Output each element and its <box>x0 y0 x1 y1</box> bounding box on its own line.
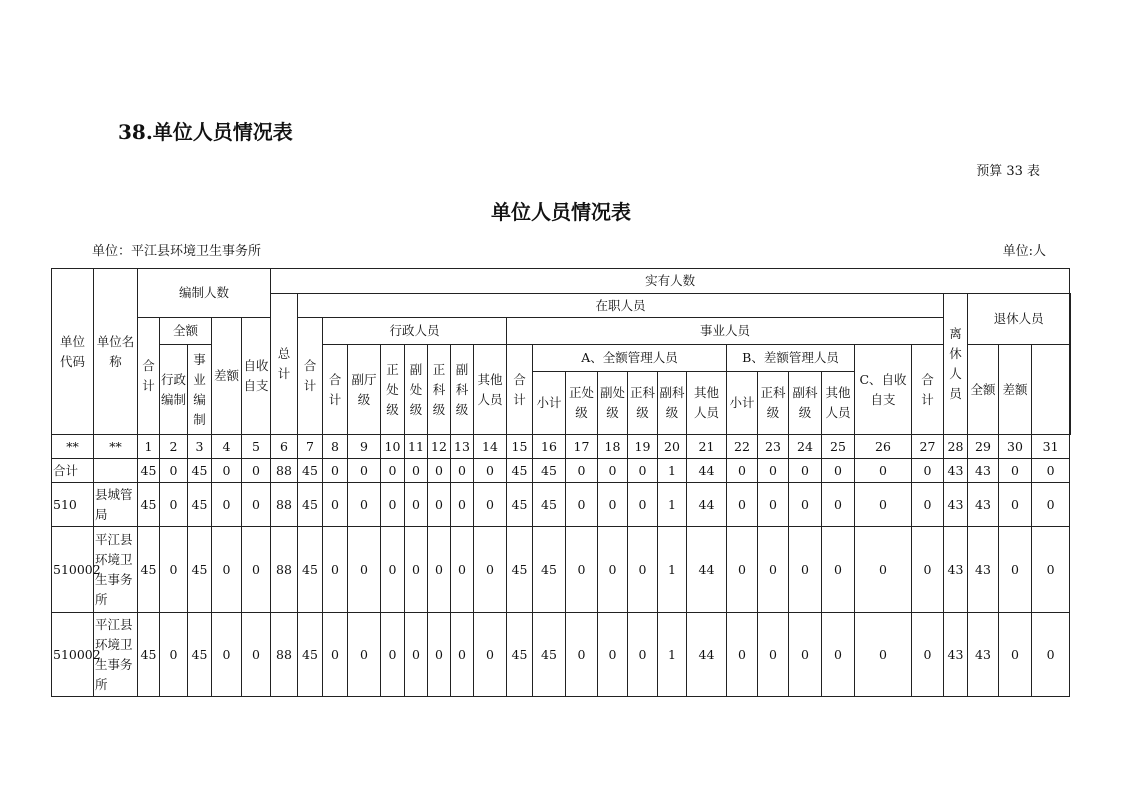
header-zz-heji: 合 计 <box>298 318 323 435</box>
unit-name-cell: 平江县 环境卫 生事务 所 <box>94 613 138 697</box>
value-cell: 0 <box>912 483 944 527</box>
value-cell: 0 <box>727 459 758 483</box>
value-cell: 0 <box>598 613 628 697</box>
value-cell: 45 <box>298 613 323 697</box>
value-cell: 45 <box>507 527 533 613</box>
value-cell: 0 <box>855 483 912 527</box>
value-cell: 0 <box>727 613 758 697</box>
table-row <box>52 613 1071 697</box>
value-cell: 0 <box>822 459 855 483</box>
value-cell: 44 <box>687 483 727 527</box>
value-cell: 0 <box>999 459 1032 483</box>
table-number: 预算 33 表 <box>976 164 1040 179</box>
value-cell: 0 <box>566 459 598 483</box>
header-chae: 差额 <box>212 318 242 435</box>
value-cell: 0 <box>323 483 348 527</box>
value-cell: 0 <box>323 459 348 483</box>
header-a-qita: 其他 人员 <box>687 372 727 435</box>
value-cell: 45 <box>533 613 566 697</box>
value-cell: 0 <box>405 483 428 527</box>
value-cell: 0 <box>381 483 405 527</box>
value-cell: 0 <box>428 483 451 527</box>
value-cell: 0 <box>598 527 628 613</box>
value-cell: 45 <box>138 459 160 483</box>
header-xz-heji: 合 计 <box>323 345 348 435</box>
value-cell: 0 <box>822 613 855 697</box>
header-zongji: 总 计 <box>271 294 298 435</box>
value-cell: 0 <box>999 483 1032 527</box>
column-number: 13 <box>451 435 474 459</box>
header-a-zhengke: 正科 级 <box>628 372 658 435</box>
value-cell: 45 <box>188 613 212 697</box>
value-cell: 0 <box>999 527 1032 613</box>
value-cell: 0 <box>212 613 242 697</box>
value-cell: 0 <box>428 613 451 697</box>
header-quane: 全额 <box>160 318 212 345</box>
header-sy-heji: 合 计 <box>507 345 533 435</box>
value-cell: 0 <box>789 483 822 527</box>
header-tx-quane: 全额 <box>968 345 999 435</box>
column-number: 18 <box>598 435 628 459</box>
value-cell: 0 <box>242 459 271 483</box>
unit-name-label: 单位：平江县环境卫生事务所 <box>92 244 262 259</box>
value-cell: 45 <box>188 459 212 483</box>
value-cell: 45 <box>298 527 323 613</box>
column-number: 24 <box>789 435 822 459</box>
header-b-chae: B、差额管理人员 <box>727 345 855 372</box>
value-cell: 0 <box>789 527 822 613</box>
section-title: 38.单位人员情况表 <box>118 120 293 144</box>
value-cell: 0 <box>855 613 912 697</box>
header-bianzhi: 编制人数 <box>138 269 271 318</box>
column-number: 28 <box>944 435 968 459</box>
value-cell: 45 <box>298 483 323 527</box>
value-cell: 0 <box>758 527 789 613</box>
column-number: 29 <box>968 435 999 459</box>
column-number: ** <box>94 435 138 459</box>
value-cell: 0 <box>348 459 381 483</box>
column-number: 14 <box>474 435 507 459</box>
value-cell: 45 <box>188 527 212 613</box>
table-row <box>52 459 1071 483</box>
value-cell: 0 <box>381 613 405 697</box>
value-cell: 0 <box>628 459 658 483</box>
value-cell: 43 <box>944 459 968 483</box>
column-number: 22 <box>727 435 758 459</box>
unit-measure-label: 单位:人 <box>1002 244 1046 259</box>
value-cell: 0 <box>727 527 758 613</box>
value-cell: 43 <box>968 527 999 613</box>
value-cell: 45 <box>298 459 323 483</box>
value-cell: 0 <box>323 613 348 697</box>
unit-code-cell: 合计 <box>52 459 94 483</box>
header-b-xiaoji: 小计 <box>727 372 758 435</box>
header-c-zishou: C、自收 自支 <box>855 345 912 435</box>
unit-code-cell: 510002 <box>52 527 94 613</box>
table-row <box>52 527 1071 613</box>
value-cell: 45 <box>507 459 533 483</box>
column-number: 8 <box>323 435 348 459</box>
value-cell: 43 <box>944 613 968 697</box>
value-cell: 43 <box>944 483 968 527</box>
value-cell: 45 <box>533 483 566 527</box>
header-tx-heji: 合 计 <box>912 345 944 435</box>
header-zishou: 自收 自支 <box>242 318 271 435</box>
value-cell: 0 <box>758 483 789 527</box>
header-zaizhi: 在职人员 <box>298 294 944 318</box>
header-a-fuke: 副科 级 <box>658 372 687 435</box>
value-cell: 0 <box>451 527 474 613</box>
value-cell: 0 <box>1032 527 1070 613</box>
value-cell: 88 <box>271 613 298 697</box>
value-cell: 0 <box>348 483 381 527</box>
personnel-table <box>51 268 1071 697</box>
header-zaixiao <box>1070 294 1071 435</box>
value-cell: 0 <box>212 459 242 483</box>
value-cell: 0 <box>405 613 428 697</box>
value-cell: 0 <box>566 527 598 613</box>
value-cell: 0 <box>758 613 789 697</box>
value-cell: 0 <box>212 483 242 527</box>
unit-name-cell <box>94 459 138 483</box>
value-cell: 0 <box>1032 613 1070 697</box>
value-cell: 0 <box>212 527 242 613</box>
column-number: 15 <box>507 435 533 459</box>
unit-code-cell: 510002 <box>52 613 94 697</box>
value-cell: 0 <box>628 483 658 527</box>
column-number: 23 <box>758 435 789 459</box>
column-number: 12 <box>428 435 451 459</box>
value-cell: 0 <box>566 613 598 697</box>
header-unit-code: 单位 代码 <box>52 269 94 435</box>
value-cell: 45 <box>138 483 160 527</box>
value-cell: 0 <box>566 483 598 527</box>
header-xingzheng-bianzhi: 行政 编制 <box>160 345 188 435</box>
column-number: ** <box>52 435 94 459</box>
header-fuke: 副 科 级 <box>451 345 474 435</box>
column-number: 25 <box>822 435 855 459</box>
value-cell: 0 <box>727 483 758 527</box>
column-number: 5 <box>242 435 271 459</box>
header-zhengchu: 正 处 级 <box>381 345 405 435</box>
value-cell: 0 <box>381 527 405 613</box>
value-cell: 0 <box>405 459 428 483</box>
unit-name-cell: 平江县 环境卫 生事务 所 <box>94 527 138 613</box>
value-cell: 1 <box>658 459 687 483</box>
value-cell: 0 <box>912 527 944 613</box>
value-cell: 0 <box>789 459 822 483</box>
value-cell: 0 <box>428 459 451 483</box>
value-cell: 45 <box>507 613 533 697</box>
value-cell: 45 <box>138 613 160 697</box>
column-number: 26 <box>855 435 912 459</box>
column-number: 19 <box>628 435 658 459</box>
value-cell: 0 <box>348 527 381 613</box>
value-cell: 43 <box>968 459 999 483</box>
column-number: 7 <box>298 435 323 459</box>
value-cell: 0 <box>912 613 944 697</box>
header-shiye-bianzhi: 事 业 编 制 <box>188 345 212 435</box>
value-cell: 45 <box>138 527 160 613</box>
value-cell: 0 <box>160 483 188 527</box>
value-cell: 0 <box>598 483 628 527</box>
column-number: 6 <box>271 435 298 459</box>
value-cell: 0 <box>451 483 474 527</box>
value-cell: 0 <box>1032 459 1070 483</box>
value-cell: 44 <box>687 527 727 613</box>
value-cell: 0 <box>999 613 1032 697</box>
header-bz-heji: 合 计 <box>138 318 160 435</box>
value-cell: 0 <box>323 527 348 613</box>
value-cell: 0 <box>474 459 507 483</box>
value-cell: 43 <box>968 613 999 697</box>
value-cell: 43 <box>968 483 999 527</box>
value-cell: 0 <box>160 613 188 697</box>
unit-code-cell: 510 <box>52 483 94 527</box>
header-futing: 副厅 级 <box>348 345 381 435</box>
value-cell: 1 <box>658 527 687 613</box>
header-a-fuchu: 副处 级 <box>598 372 628 435</box>
value-cell: 0 <box>242 527 271 613</box>
column-number: 10 <box>381 435 405 459</box>
column-number: 4 <box>212 435 242 459</box>
value-cell: 45 <box>533 527 566 613</box>
value-cell: 0 <box>1032 483 1070 527</box>
value-cell: 0 <box>758 459 789 483</box>
header-b-fuke: 副科 级 <box>789 372 822 435</box>
value-cell: 0 <box>474 527 507 613</box>
value-cell: 0 <box>912 459 944 483</box>
header-shiyou: 实有人数 <box>271 269 1070 294</box>
value-cell: 0 <box>598 459 628 483</box>
value-cell: 0 <box>628 527 658 613</box>
column-number: 11 <box>405 435 428 459</box>
value-cell: 0 <box>242 483 271 527</box>
header-tuixiu: 退休人员 <box>968 294 1070 345</box>
value-cell: 0 <box>348 613 381 697</box>
header-b-qita: 其他 人员 <box>822 372 855 435</box>
value-cell: 0 <box>822 483 855 527</box>
column-number: 17 <box>566 435 598 459</box>
value-cell: 0 <box>451 613 474 697</box>
value-cell: 0 <box>855 527 912 613</box>
unit-name-cell: 县城管 局 <box>94 483 138 527</box>
value-cell: 88 <box>271 527 298 613</box>
value-cell: 88 <box>271 459 298 483</box>
value-cell: 0 <box>628 613 658 697</box>
value-cell: 0 <box>474 483 507 527</box>
table-row <box>52 483 1071 527</box>
value-cell: 45 <box>533 459 566 483</box>
value-cell: 43 <box>944 527 968 613</box>
value-cell: 0 <box>405 527 428 613</box>
table-body <box>52 435 1071 697</box>
value-cell: 44 <box>687 459 727 483</box>
value-cell: 88 <box>271 483 298 527</box>
value-cell: 45 <box>188 483 212 527</box>
value-cell: 0 <box>242 613 271 697</box>
header-a-zhengchu: 正处 级 <box>566 372 598 435</box>
table-title: 单位人员情况表 <box>491 200 631 224</box>
value-cell: 0 <box>822 527 855 613</box>
header-xz-qita: 其他 人员 <box>474 345 507 435</box>
column-number: 1 <box>138 435 160 459</box>
value-cell: 0 <box>855 459 912 483</box>
value-cell: 0 <box>381 459 405 483</box>
header-fuchu: 副 处 级 <box>405 345 428 435</box>
column-number: 16 <box>533 435 566 459</box>
column-number: 2 <box>160 435 188 459</box>
column-number: 31 <box>1032 435 1070 459</box>
column-number: 21 <box>687 435 727 459</box>
column-number: 3 <box>188 435 212 459</box>
header-b-zhengke: 正科 级 <box>758 372 789 435</box>
header-shiye-renyuan: 事业人员 <box>507 318 944 345</box>
header-xingzheng-renyuan: 行政人员 <box>323 318 507 345</box>
value-cell: 0 <box>160 527 188 613</box>
header-unit-name: 单位名 称 <box>94 269 138 435</box>
value-cell: 0 <box>428 527 451 613</box>
value-cell: 0 <box>789 613 822 697</box>
header-a-quane: A、全额管理人员 <box>533 345 727 372</box>
value-cell: 0 <box>451 459 474 483</box>
value-cell: 44 <box>687 613 727 697</box>
header-a-xiaoji: 小计 <box>533 372 566 435</box>
column-number: 30 <box>999 435 1032 459</box>
header-lixiu: 离休 人员 <box>944 294 968 435</box>
header-zhengke: 正 科 级 <box>428 345 451 435</box>
value-cell: 0 <box>474 613 507 697</box>
value-cell: 0 <box>160 459 188 483</box>
column-number: 9 <box>348 435 381 459</box>
column-number-row <box>52 435 1071 459</box>
column-number: 27 <box>912 435 944 459</box>
column-number: 20 <box>658 435 687 459</box>
value-cell: 1 <box>658 613 687 697</box>
value-cell: 45 <box>507 483 533 527</box>
value-cell: 1 <box>658 483 687 527</box>
header-tx-chae: 差额 <box>999 345 1032 435</box>
